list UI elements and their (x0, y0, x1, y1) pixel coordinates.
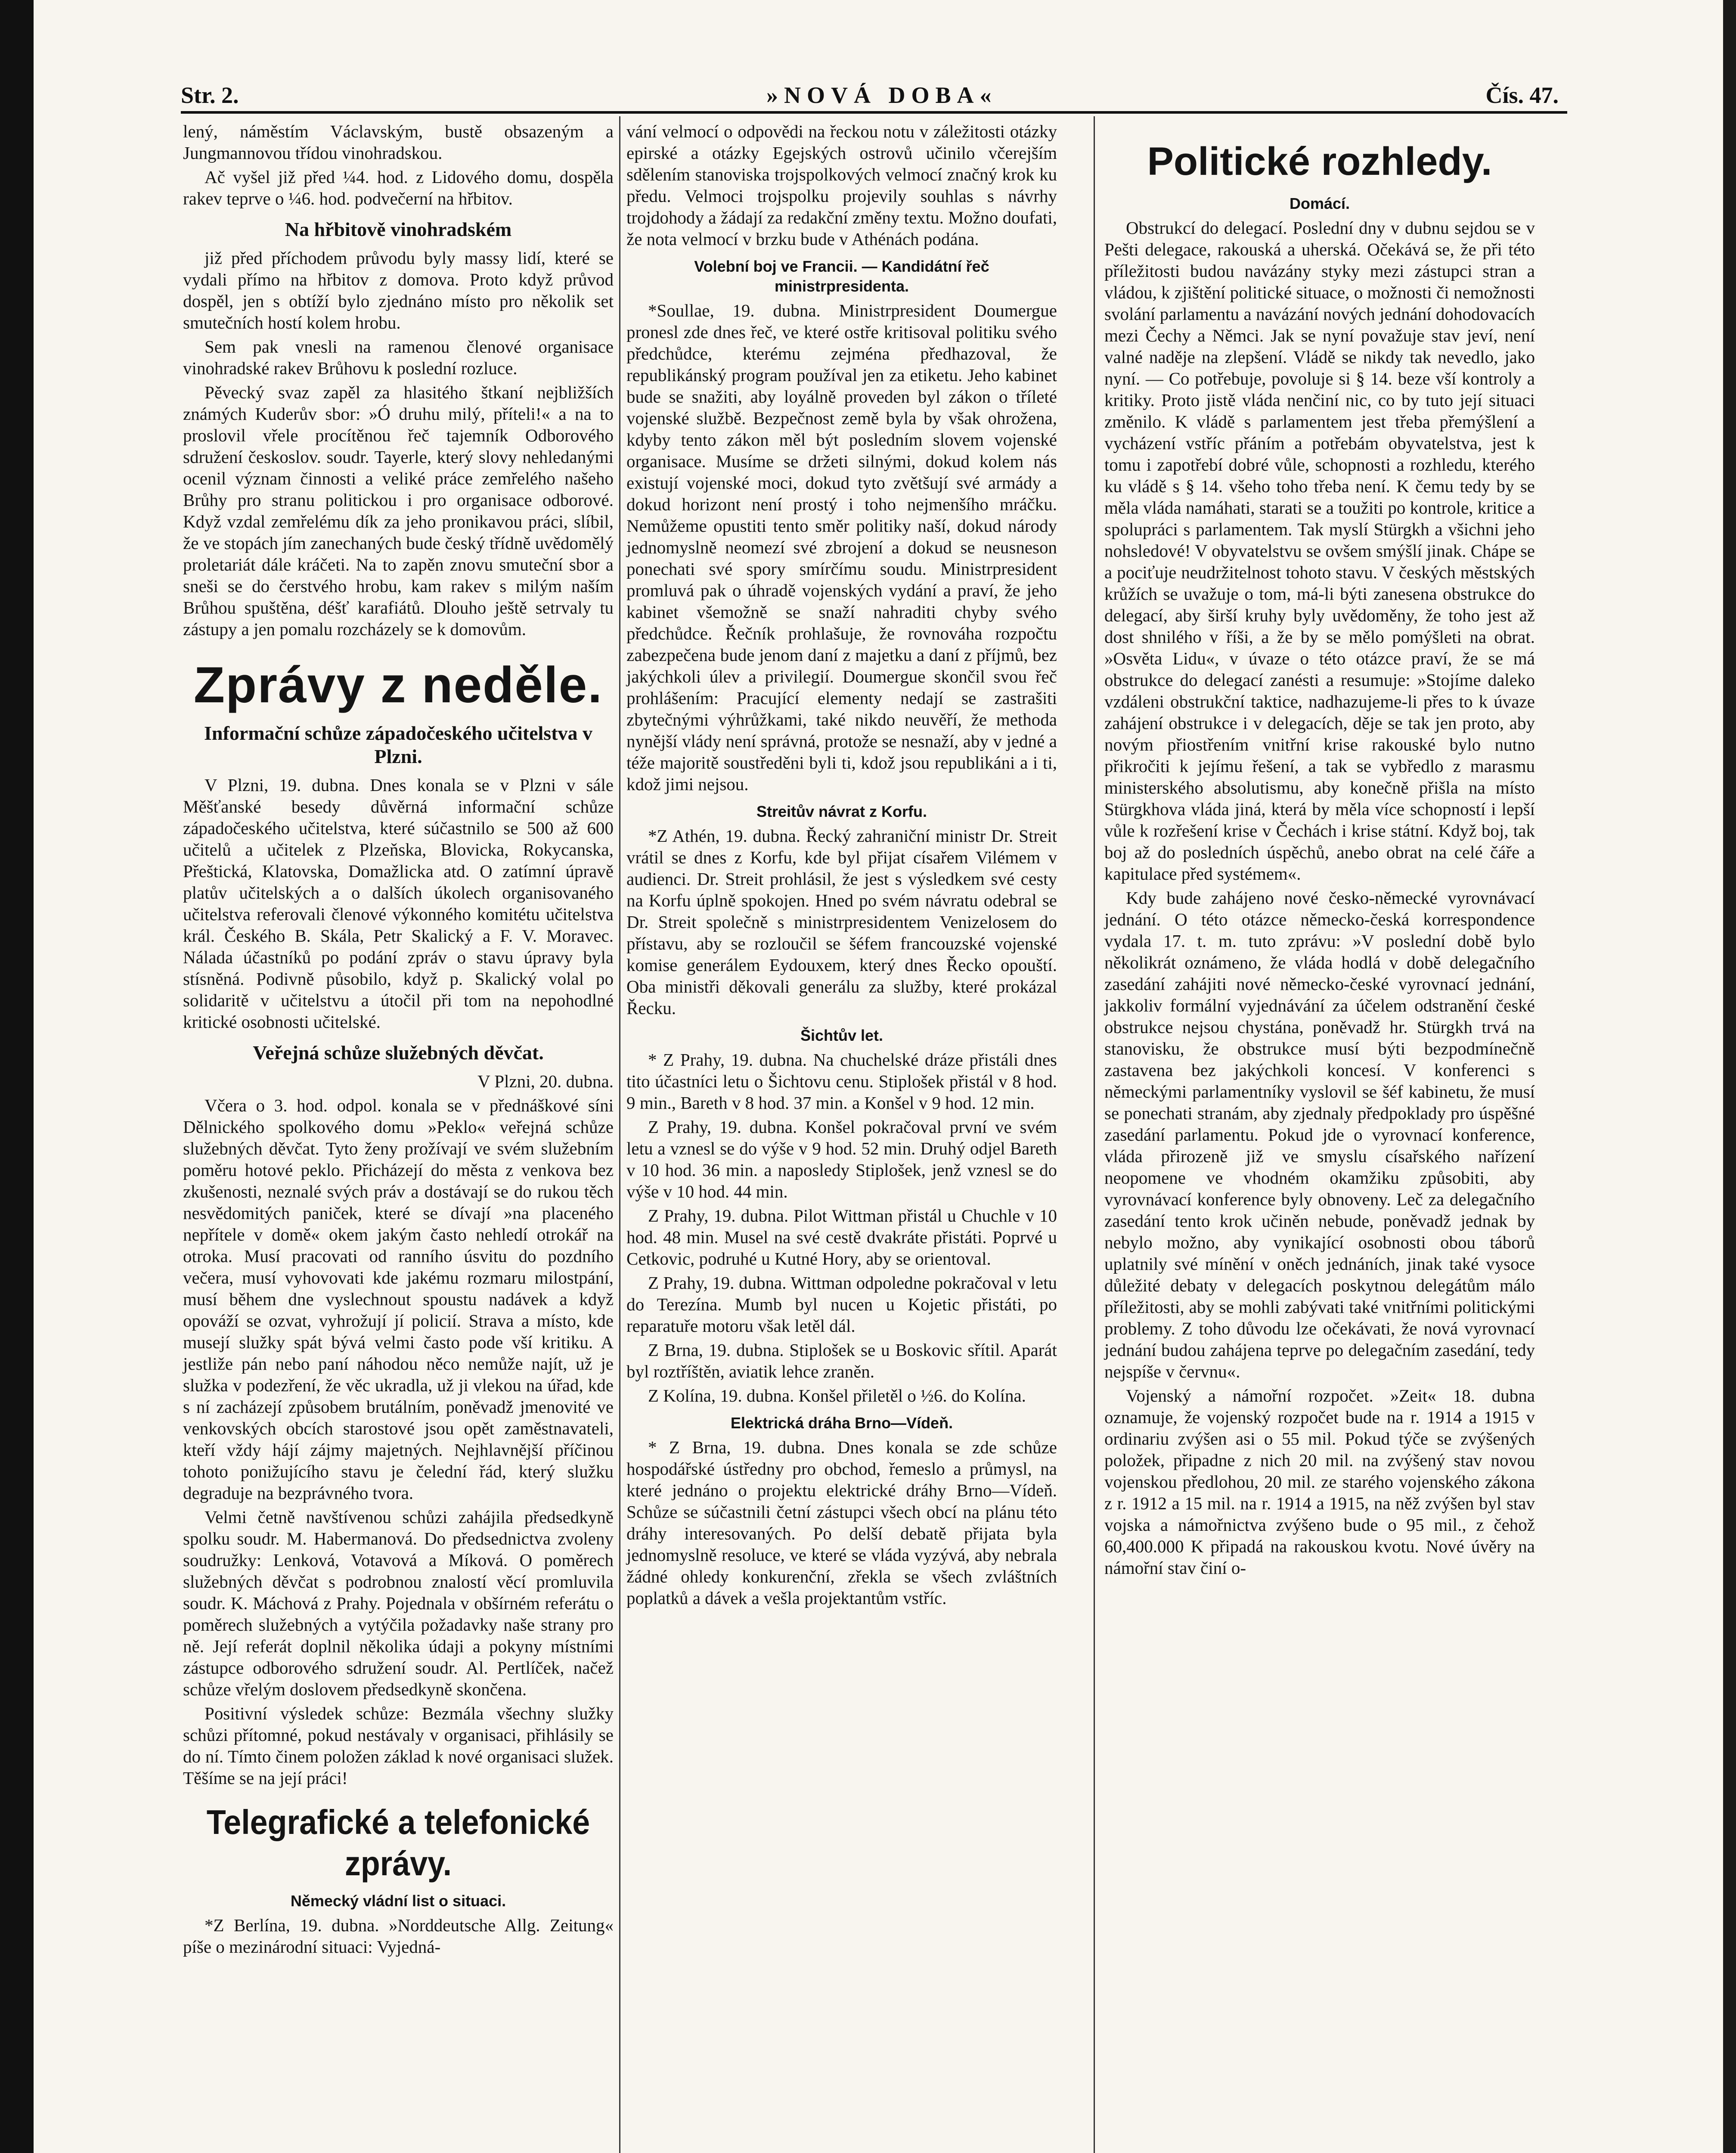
subsection-heading: Domácí. (1289, 195, 1350, 212)
article-paragraph: *Soullae, 19. dubna. Ministrpresident Doumergue pronesl zde dnes řeč, ve které ostře kritisoval politiku svého předchůdce, kterému zejména předhazoval, že republikánský program používal jen za etiketu. Jeho kabinet bude se snažiti, aby loyálně proveden byl zákon o tříleté vojenské službě. Bezpečnost země byla by však ohrožena, kdyby tento zákon měl být posledním slovem vojenské organisace. Musíme se držeti silnými, dokud kolem nás existují vojenské moci, dokud tyto zvětšují své armády a dokud horizont není prostý i toho nejmenšího mráčku. Nemůžeme opustiti tento směr politiky naší, dokud národy jednomyslně neomezí své zbrojení a dokud se neusneson ponechati své spory smírčímu soudu. Ministrpresident promluvá pak o úhradě vojenských vydání a praví, že jeho kabinet všemožně se snaží nahraditi chyby svého předchůdce. Řečník prohlašuje, že rovnováha rozpočtu zabezpečena bude jenom daní z majetku a daní z příjmů, bez jakýchkoli úlev a privilegií. Doumergue skončil svou řeč prohlášením: Pracující elementy nedají se zastrašiti zbytečnými výhrůžkami, také nikdo neuvěří, že methoda nynější vlády není správná, protože se nesnaží, aby v jedné a téže majoritě soustředěni byli ti, kdož jsou republikáni a i ti, kdož jimi nejsou. (626, 301, 1057, 794)
article-paragraph: Včera o 3. hod. odpol. konala se v přednáškové síni Dělnického spolkového domu »Peklo« veřejná schůze služebných děvčat. Tyto ženy prožívají ve svém služebním poměru hotové peklo. Přicházejí do města z venkova bez zkušenosti, neznalé svých práv a dostávají se do rukou těch nesvědomitých paniček, které se dívají »na placeného nepřítele v domě« okem jakým často nehledí otrokář na otroka. Musí pracovati od ranního úsvitu do pozdního večera, musí vyhovovati kde jakému rozmaru milostpání, musí během dne vyslechnout spoustu nadávek a když opováží se ozvat, vyhrožují jí policií. Strava a místo, kde musejí služky spát bývá velmi často pode vší kritiku. A jestliže pán nebo paní náhodou něco nemůže najít, už je služka v podezření, že věc ukradla, už ji vlekou na úřad, kde s ní zacházejí způsobem brutálním, poněvadž jmenovité ve venkovských obcích starostové jsou opět zaměstnavateli, kteří vždy hájí zájmy majetných. Nejhlavnější příčinou tohoto ponižujícího stavu je čelední řád, který služku degraduje na bezprávného tvora. (183, 1095, 614, 1503)
article-paragraph: již před příchodem průvodu byly massy lidí, které se vydali přímo na hřbitov z domova. Proto když průvod dospěl, jen s obtíží bylo zjednáno místo pro několik set smutečních hostí kolem hrobu. (183, 248, 614, 332)
article-headline: Volební boj ve Francii. — Kandidátní řeč ministrpresidenta. (694, 257, 989, 295)
article-paragraph: Z Kolína, 19. dubna. Konšel přiletěl o ½6. do Kolína. (648, 1386, 1026, 1405)
header-rule (181, 111, 1567, 114)
page-number: Str. 2. (181, 82, 239, 108)
article-headline: Šichtův let. (800, 1027, 884, 1044)
article-headline: Informační schůze západočeského učitelstva v Plzni. (204, 722, 593, 767)
column-divider (619, 116, 620, 2153)
scan-left-edge (0, 0, 34, 2153)
article-paragraph: Kdy bude zahájeno nové česko-německé vyrovnávací jednání. O této otázce německo-česká korrespondence vydala 17. t. m. tuto zprávu: »V poslední době bylo několikrát oznámeno, že vláda hodlá v době delegačního zasedání zahájiti nové německo-české vyrovnací jednání, jakkoliv formální vyjednávání za účelem odstranění české obstrukce nejsou chystána, poněvadž hr. Stürgkh trvá na stanovisku, že obstrukce musí býti bezpodmínečně zastavena bez jakýchkoli koncesí. V konferenci s německými parlamentníky vyslovil se šéf kabinetu, že musí se ponechati stranám, aby zjednaly předpoklady pro úspěšné zasedání parlamentu. Pokud jde o vyrovnací konference, vláda přirozeně již ve smyslu císařského nařízení neopomene ve vhodném okamžiku způsobiti, aby vyrovnávací konference byly obnoveny. Leč za delegačního zasedání tento krok učiněn nebude, poněvadž jednak by nebylo možno, aby vynikající osobnosti obou táborů uplatnily své mínění v oněch jednáních, jinak také vysoce důležité debaty v delegacích poskytnou delegátům málo příležitosti, aby se mohli zabývati také vnitřními politickými problemy. Z toho důvodu lze očekávati, že nová vyrovnací jednání budou zahájena teprve po delegačním zasedání, tedy nejspíše v červnu«. (1104, 888, 1535, 1381)
article-paragraph: Pěvecký svaz zapěl za hlasitého štkaní nejbližších známých Kuderův sbor: »Ó druhu milý, příteli!« a na to proslovil vřele procítěnou řeč tajemník Odborového sdružení českoslov. soudr. Tayerle, který slovy nehledanými ocenil význam činnosti a veliké práce zemřelého našeho Brůhy pro stranu politickou i pro organisace odborové. Když vzdal zemřelému dík za jeho pronikavou práci, slíbil, že ve stopách jím zanechaných bude český třídně uvědomělý proletariát dále kráčeti. Na to zapěn znovu smuteční sbor a sneši se do čerstvého hrobu, kam rakev s milým naším Brůhou spuštěna, déšť karafiátů. Dlouho ještě setrvaly tu zástupy a jen pomalu rozcházely se k domovům. (183, 382, 614, 639)
article-paragraph: *Z Berlína, 19. dubna. »Norddeutsche Allg. Zeitung« píše o mezinárodní situaci: Vyjedná- (183, 1915, 614, 1957)
article-paragraph: Z Prahy, 19. dubna. Konšel pokračoval první ve svém letu a vznesl se do výše v 9 hod. 52 min. Druhý odjel Bareth v 10 hod. 36 min. a naposledy Stiplošek, jenž vznesl se do výše v 10 hod. 44 min. (626, 1117, 1057, 1201)
article-paragraph: Z Prahy, 19. dubna. Wittman odpoledne pokračoval v letu do Terezína. Mumb byl nucen u Kojetic přistáti, po reparatuře motoru však letěl dál. (626, 1273, 1057, 1336)
article-paragraph: vání velmocí o odpovědi na řeckou notu v záležitosti otázky epirské a otázky Egejských ostrovů učinilo včerejším sdělením stanoviska trojspolkových velmocí značný krok ku předu. Velmoci trojspolku projevily souhlas s návrhy trojdohody a žádají za redakční změny textu. Možno doufati, že nota velmocí v brzku bude v Athénách podána. (626, 121, 1057, 249)
article-paragraph: V Plzni, 19. dubna. Dnes konala se v Plzni v sále Měšťanské besedy důvěrná informační schůze západočeského učitelstva, které súčastnilo se 500 až 600 učitelů a učitelek z Plzeňska, Blovicka, Rokycanska, Přeštická, Klatovska, Domažlicka atd. O zatímní úpravě platův učitelských a o dalších úkolech organisovaného učitelstva referovali členové výkonného komitétu učitelstva král. Českého B. Skála, Petr Skalický a F. V. Moravec. Nálada účastníků po podání zpráv o stavu úpravy byla stísněná. Podivně působilo, když p. Skalický volal po solidaritě v učitelstvu a útočil při tom na nepohodlné kritické osobnosti učitelské. (183, 775, 614, 1032)
article-paragraph: * Z Prahy, 19. dubna. Na chuchelské dráze přistáli dnes tito účastníci letu o Šichtovu cenu. Stiplošek přistál v 8 hod. 9 min., Bareth v 8 hod. 37 min. a Konšel v 9 hod. 12 min. (626, 1050, 1057, 1113)
section-title: Zprávy z neděle. (193, 657, 603, 714)
article-paragraph: * Z Brna, 19. dubna. Dnes konala se zde schůze hospodářské ústředny pro obchod, řemeslo a průmysl, na které jednáno o projektu elektrické dráhy Brno—Vídeň. Schůze se súčastnili četní zástupci všech obcí na plánu této dráhy interesovaných. Po delší debatě přijata byla jednomyslně resoluce, ve které se vláda vyzývá, aby nebrala žádné ohledy konkurenční, zřekla se všech zvláštních poplatků a dávek a vešla projektantům vstříc. (626, 1437, 1057, 1608)
section-title: Politické rozhledy. (1147, 140, 1492, 183)
column-1 (183, 121, 614, 1960)
article-headline: Německý vládní list o situaci. (290, 1892, 506, 1910)
article-headline: Veřejná schůze služebných děvčat. (253, 1042, 544, 1064)
article-headline: Elektrická dráha Brno—Vídeň. (730, 1414, 953, 1432)
column-divider (1094, 116, 1095, 2153)
article-paragraph: Obstrukcí do delegací. Poslední dny v dubnu sejdou se v Pešti delegace, rakouská a uherská. Očekává se, že při této příležitosti budou navázány styky mezi zástupci stran a vládou, k zjištění politické situace, o možnosti či nemožnosti svolání parlamentu a navázání nových jednání dohodovacích mezi Čechy a Němci. Jak se nyní považuje stav jeví, není valné naděje na zlepšení. Vládě se nikdy tak nevedlo, jako nyní. — Co potřebuje, povoluje si § 14. beze vší kontroly a kritiky. Proto jistě vláda nenčiní nic, co by tuto její situaci změnilo. K vládě s parlamentem jest třeba přemýšlení a vycházení vstříc přáním a potřebám obyvatelstva, jest k tomu i zapotřebí dobré vůle, schopnosti a rozhledu, kterého ku vládě s § 14. všeho toho třeba není. K čemu tedy by se měla vláda namáhati, starati se a toužiti po kontrole, kritice a spolupráci s parlamentem. Tak myslí Stürgkh a všichni jeho nohsledové! V obyvatelstvu se ovšem smýšlí jinak. Chápe se a pociťuje neudržitelnost tohoto stavu. V českých městských krůžích se uvažuje o tom, má-li býti zanesena obstrukce do delegací, aby širší kruhy byly uvědoměny, že toho jest až dost shnilého v říši, a že by se mělo pomýšleti na obrat. »Osvěta Lidu«, v úvaze o této otázce praví, že se má obstrukce do delegací zanésti a resumuje: »Stojíme daleko vzdáleni obstrukční taktice, nadhazujeme-li přes to k úvaze zahájení obstrukce i v delegacích, děje se tak jen proto, aby novým přiostřením vnitřní krise rakouské bylo nutno přikročiti k jejímu řešení, a tak se vybředlo z marasmu ministerského absolutismu, aby konečně přišla na místo Stürgkhova vláda jiná, která by měla více schopností i lepší vůle k rozřešení krise v Čechách i krise státní. Když boj, tak boj až do posledních úspěchů, anebo obrat na celé čáře a kapitulace před systémem«. (1104, 218, 1535, 884)
article-paragraph: Z Brna, 19. dubna. Stiplošek se u Boskovic sřítil. Aparát byl roztříštěn, aviatik lehce zraněn. (626, 1340, 1057, 1381)
article-paragraph: Vojenský a námořní rozpočet. »Zeit« 18. dubna oznamuje, že vojenský rozpočet bude na r. 1914 a 1915 v ordinariu zvýšen asi o 55 mil. Pokud týče se zvýšených položek, připadne z nich 20 mil. na zvýšený stav novou vojenskou předlohou, 20 mil. ze starého vojenského zákona z r. 1912 a 15 mil. na r. 1914 a 1915, na něž zvýšen byl stav vojska a námořnictva zvýšeno bude o 95 mil., z čehož 60,400.000 K připadá na rakouskou kvotu. Nové úvěry na námořní stav činí o- (1104, 1386, 1535, 1578)
article-headline: Streitův návrat z Korfu. (756, 803, 927, 820)
article-paragraph: Ač vyšel již před ¼4. hod. z Lidového domu, dospěla rakev teprve o ¼6. hod. podvečerní na hřbitov. (183, 167, 614, 208)
issue-number: Čís. 47. (1485, 82, 1559, 108)
column-2 (626, 121, 1057, 1611)
page-header (181, 82, 1559, 112)
article-paragraph: *Z Athén, 19. dubna. Řecký zahraniční ministr Dr. Streit vrátil se dnes z Korfu, kde byl přijat císařem Vilémem v audienci. Dr. Streit prohlásil, že jest s výsledkem své cesty na Korfu úplně spokojen. Hned po svém návratu odebral se Dr. Streit společně s ministrpresidentem Venizelosem do přístavu, aby se rozloučil se šéfem francouzské vojenské komise generálem Eydouxem, který dnes Řecko opouští. Oba ministři děkovali generálu za služby, které prokázal Řecku. (626, 826, 1057, 1018)
article-paragraph: Velmi četně navštívenou schůzi zahájila předsedkyně spolku soudr. M. Habermanová. Do předsednictva zvoleny soudružky: Lenková, Votavová a Míková. O poměrech služebných děvčat s podrobnou znalostí věcí promluvila soudr. K. Máchová z Prahy. Pojednala v obšírném referátu o poměrech služebných a vytýčila požadavky naše strany pro ně. Její referát doplnil několika údaji a pokyny místními zástupce odborového sdružení soudr. Al. Pertlíček, načež schůze vřelým doslovem předsedkyně skončena. (183, 1507, 614, 1699)
section-title: Telegrafické a telefonické zprávy. (206, 1803, 590, 1883)
article-paragraph: Positivní výsledek schůze: Bezmála všechny služky schůzi přítomné, pokud nestávaly v organisaci, přihlásily se do ní. Tímto činem položen základ k nové organisaci služek. Těšíme se na její práci! (183, 1703, 614, 1788)
article-paragraph: Sem pak vnesli na ramenou členové organisace vinohradské rakev Brůhovu k poslední rozluce. (183, 337, 614, 378)
masthead-title: »NOVÁ DOBA« (766, 82, 998, 108)
section-heading: Na hřbitově vinohradském (285, 218, 512, 240)
article-paragraph: Z Prahy, 19. dubna. Pilot Wittman přistál u Chuchle v 10 hod. 48 min. Musel na své cestě dvakráte přistáti. Poprvé u Cetkovic, podruhé u Kutné Hory, aby se orientoval. (626, 1206, 1057, 1269)
dateline: V Plzni, 20. dubna. (477, 1071, 614, 1091)
article-paragraph: lený, náměstím Václavským, bustě obsazeným a Jungmannovou třídou vinohradskou. (183, 121, 614, 163)
scan-right-edge (1723, 0, 1736, 2153)
column-3 (1104, 121, 1535, 1581)
